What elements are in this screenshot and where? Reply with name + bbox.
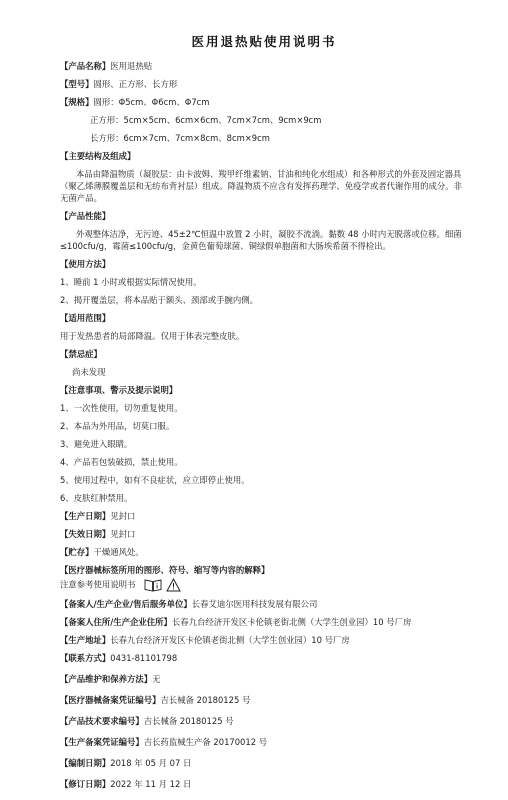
contra-heading: 【禁忌症】 <box>60 349 102 359</box>
model-row <box>60 78 468 90</box>
contra-text: 尚未发现 <box>72 367 106 377</box>
compiled-date-row: 【编制日期】2018 年 05 月 07 日 <box>60 758 192 768</box>
warning-item: 1、一次性使用，切勿重复使用。 <box>60 403 183 413</box>
usage-item: 2、揭开覆盖层，将本品贴于额头、颈部或手腕内侧。 <box>60 295 258 305</box>
symbols-text: 注意参考使用说明书 <box>60 579 136 590</box>
product-name-value: 医用退热贴 <box>110 61 153 71</box>
warnings-heading: 【注意事项、警示及提示说明】 <box>60 385 178 395</box>
performance-heading: 【产品性能】 <box>60 211 111 221</box>
structure-text: 本品由降温物质（凝胶层：由卡波姆、羧甲纤维素钠、甘油和纯化水组成）和各种形式的外套及固定器具（聚乙烯薄膜覆盖层和无纺布背衬层）组成。降温物质不应含有发挥药理学、免疫学或者代谢作用的成分。非无菌产品。 <box>60 169 462 203</box>
contact-row: 【联系方式】0431-81101798 <box>60 653 178 663</box>
warning-item: 6、皮肤红肿禁用。 <box>60 493 133 503</box>
scope-text: 用于发热患者的局部降温。仅用于体表完整皮肤。 <box>60 331 245 341</box>
warning-item: 2、本品为外用品，切莫口服。 <box>60 421 175 431</box>
spec-row <box>60 96 468 108</box>
caution-icon <box>166 578 181 592</box>
spec-square: 正方形：5cm×5cm、6cm×6cm、7cm×7cm、9cm×9cm <box>90 115 322 125</box>
consult-instructions-icon <box>144 578 162 592</box>
product-name-label: 【产品名称】 <box>60 61 111 71</box>
structure-heading: 【主要结构及组成】 <box>60 151 136 161</box>
production-address-row: 【生产地址】长春九台经济开发区卡伦镇老街北侧（大学生创业园）10 号厂房 <box>60 635 350 645</box>
spec-label: 【规格】 <box>60 97 94 107</box>
warning-item: 4、产品若包装破损，禁止使用。 <box>60 457 183 467</box>
storage-row: 【贮存】干燥通风处。 <box>60 547 144 557</box>
expiry-date-row: 【失效日期】见封口 <box>60 529 136 539</box>
maintenance-row: 【产品维护和保养方法】无 <box>60 674 161 684</box>
production-date-row: 【生产日期】见封口 <box>60 511 136 521</box>
usage-heading: 【使用方法】 <box>60 259 111 269</box>
scope-heading: 【适用范围】 <box>60 313 111 323</box>
symbols-row <box>60 578 468 592</box>
model-value: 圆形、正方形、长方形 <box>93 79 178 89</box>
model-label: 【型号】 <box>60 79 94 89</box>
spec-round: 圆形：Φ5cm、Φ6cm、Φ7cm <box>93 97 210 107</box>
registrant-row: 【备案人/生产企业/售后服务单位】长春艾迪尔医用科技发展有限公司 <box>60 599 318 609</box>
document-title: 医用退热贴使用说明书 <box>191 34 337 49</box>
production-record-row: 【生产备案凭证编号】吉长药监械生产备 20170012 号 <box>60 737 268 747</box>
performance-text: 外观整体洁净，无污迹、45±2℃恒温中放置 2 小时，凝胶不流淌。黏数 48 小时内无脱落或位移。细菌≤100cfu/g，霉菌≤100cfu/g，金黄色葡萄球菌、铜绿假单胞菌和大肠埃希菌不得检出。 <box>60 229 462 251</box>
record-number-row: 【医疗器械备案凭证编号】吉长械备 20180125 号 <box>60 695 251 705</box>
usage-item: 1、睡前 1 小时或根据实际情况使用。 <box>60 277 202 287</box>
registrant-address-row: 【备案人住所/生产企业住所】长春九台经济开发区卡伦镇老街北侧（大学生创业园）10 号厂房 <box>60 617 412 627</box>
revised-date-row: 【修订日期】2022 年 11 月 12 日 <box>60 779 192 789</box>
product-name-row <box>60 60 468 72</box>
technical-requirement-row: 【产品技术要求编号】吉长械备 20180125 号 <box>60 716 234 726</box>
symbols-heading: 【医疗器械标签所用的图形、符号、缩写等内容的解释】 <box>60 565 270 575</box>
warning-item: 3、避免进入眼睛。 <box>60 439 133 449</box>
spec-rect: 长方形：6cm×7cm、7cm×8cm、8cm×9cm <box>90 133 270 143</box>
warning-item: 5、使用过程中，如有不良症状，应立即停止使用。 <box>60 475 250 485</box>
